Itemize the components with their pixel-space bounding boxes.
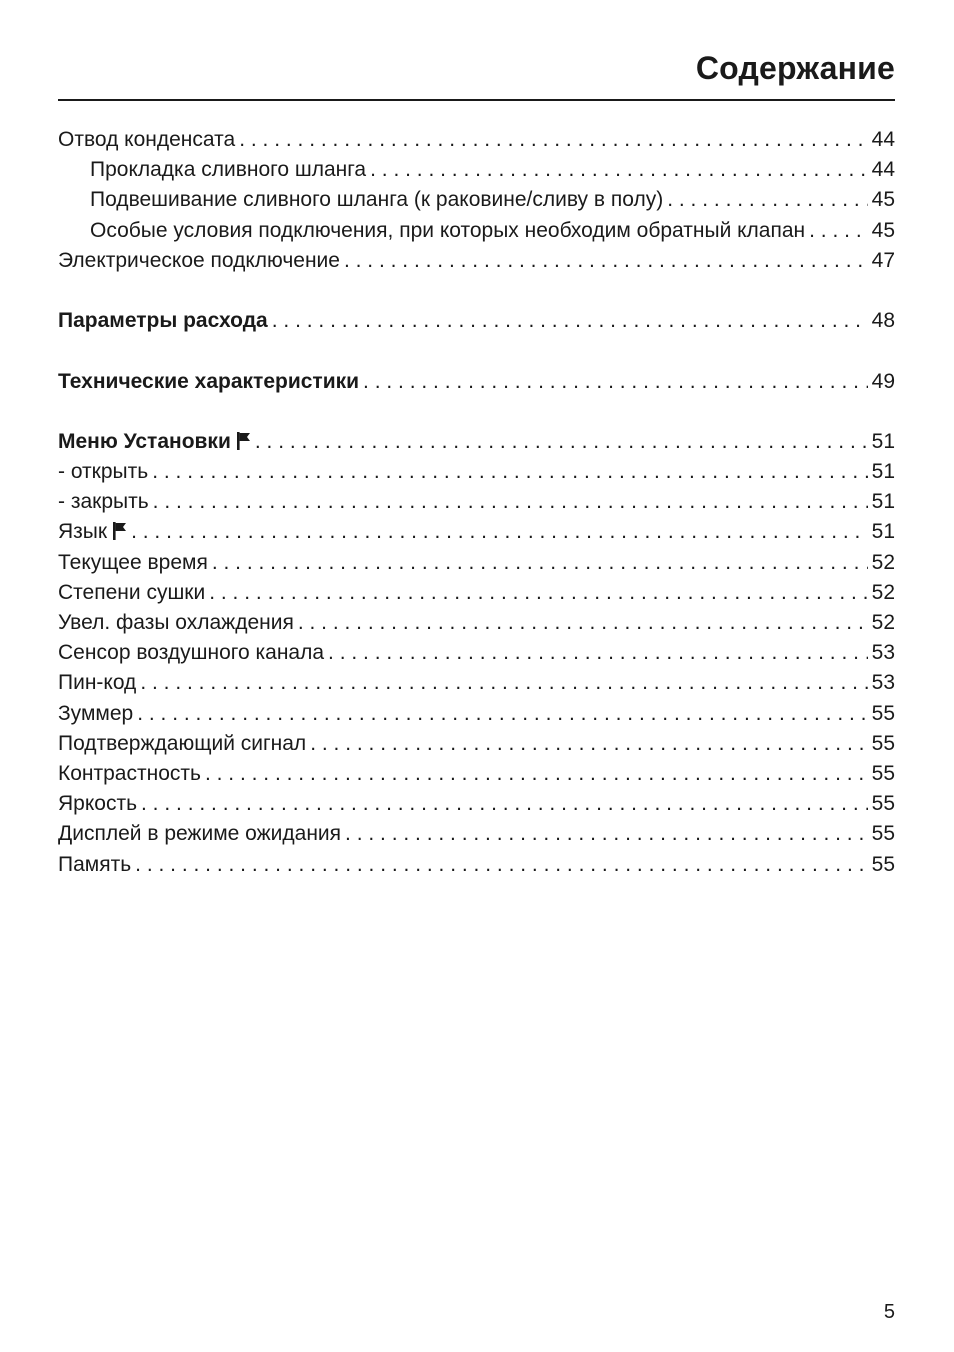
toc-dot-leader — [239, 125, 867, 155]
toc-dot-leader — [137, 699, 867, 729]
toc-entry-page: 52 — [871, 550, 895, 574]
toc-entry-page: 53 — [871, 671, 895, 695]
toc-entry-label: - открыть — [58, 460, 149, 484]
toc-entry[interactable] — [58, 850, 895, 880]
toc-dot-leader — [310, 729, 867, 759]
toc-dot-leader — [152, 457, 867, 487]
toc-entry-label: Электрическое подключение — [58, 248, 340, 272]
header-divider — [58, 99, 895, 101]
toc-entry-label: Подтверждающий сигнал — [58, 731, 307, 755]
toc-entry[interactable] — [58, 759, 895, 789]
toc-dot-leader — [209, 578, 867, 608]
toc-section-entry[interactable] — [58, 306, 895, 336]
toc-entry-page: 55 — [871, 822, 895, 846]
toc-dot-leader — [667, 185, 867, 215]
toc-entry-label: Степени сушки — [58, 580, 206, 604]
toc-entry[interactable] — [58, 789, 895, 819]
toc-entry-text: Язык — [58, 520, 108, 544]
toc-entry[interactable] — [58, 548, 895, 578]
toc-dot-leader — [344, 246, 868, 276]
toc-entry-page: 52 — [871, 580, 895, 604]
toc-entry-page: 52 — [871, 611, 895, 634]
toc-entry-label: Яркость — [58, 792, 138, 816]
toc-entry-label: Сенсор воздушного канала — [58, 641, 325, 665]
page-title: Содержание — [695, 50, 895, 86]
toc-dot-leader — [153, 487, 868, 517]
toc-entry-page: 51 — [871, 429, 895, 453]
toc-entry-label: Дисплей в режиме ожидания — [58, 822, 342, 846]
toc-entry[interactable] — [58, 699, 895, 729]
toc-entry-page: 55 — [871, 792, 895, 816]
toc-entry-page: 51 — [871, 490, 895, 514]
toc-entry-label: Параметры расхода — [58, 309, 268, 333]
flag-icon — [237, 432, 251, 450]
toc-entry[interactable] — [58, 155, 895, 185]
toc-entry-label: Зуммер — [58, 701, 134, 725]
table-of-contents — [58, 125, 895, 880]
toc-entry-label — [58, 517, 127, 547]
toc-entry-page: 45 — [871, 218, 895, 242]
toc-entry-page: 55 — [871, 701, 895, 725]
toc-entry-label: Подвешивание сливного шланга (к раковине/сливу в полу) — [90, 188, 664, 212]
toc-entry-label: - закрыть — [58, 490, 149, 514]
toc-entry[interactable] — [58, 819, 895, 849]
toc-entry-page: 55 — [871, 731, 895, 755]
toc-dot-leader — [205, 759, 868, 789]
page-number: 5 — [883, 1301, 895, 1323]
toc-spacer — [58, 336, 895, 366]
toc-entry-page: 44 — [871, 158, 895, 182]
toc-entry[interactable] — [58, 608, 895, 638]
toc-entry-page: 53 — [871, 641, 895, 665]
toc-entry-page: 49 — [871, 369, 895, 393]
toc-dot-leader — [809, 216, 868, 246]
toc-entry-page: 47 — [871, 248, 895, 272]
toc-dot-leader — [370, 155, 868, 185]
toc-entry[interactable] — [58, 457, 895, 487]
toc-spacer — [58, 397, 895, 427]
toc-entry[interactable] — [58, 517, 895, 547]
toc-entry-label: Пин-код — [58, 671, 137, 695]
toc-entry[interactable] — [58, 668, 895, 698]
toc-entry-text: Меню Установки — [58, 429, 231, 453]
toc-dot-leader — [328, 638, 868, 668]
toc-entry-page: 44 — [871, 128, 895, 151]
toc-entry-page: 51 — [871, 520, 895, 544]
toc-entry[interactable] — [58, 246, 895, 276]
toc-entry-label: Отвод конденсата — [58, 128, 236, 151]
toc-section-entry[interactable] — [58, 367, 895, 397]
toc-dot-leader — [363, 367, 868, 397]
toc-dot-leader — [140, 668, 867, 698]
toc-entry-label: Увел. фазы охлаждения — [58, 611, 294, 634]
toc-entry[interactable] — [58, 125, 895, 155]
toc-entry-label: Память — [58, 852, 132, 876]
toc-entry[interactable] — [58, 638, 895, 668]
toc-spacer — [58, 276, 895, 306]
toc-entry-label: Прокладка сливного шланга — [90, 158, 367, 182]
toc-entry-page: 48 — [871, 309, 895, 333]
flag-icon — [113, 522, 127, 540]
toc-entry-page: 55 — [871, 852, 895, 876]
toc-dot-leader — [141, 789, 868, 819]
toc-dot-leader — [345, 819, 868, 849]
toc-entry-page: 45 — [871, 188, 895, 212]
toc-dot-leader — [255, 427, 868, 457]
toc-dot-leader — [272, 306, 868, 336]
toc-entry-page: 55 — [871, 761, 895, 785]
toc-entry[interactable] — [58, 487, 895, 517]
toc-entry-label — [58, 427, 251, 457]
toc-entry-label: Особые условия подключения, при которых необходим обратный клапан — [90, 218, 806, 242]
toc-entry[interactable] — [58, 185, 895, 215]
toc-dot-leader — [298, 608, 868, 638]
toc-section-entry[interactable] — [58, 427, 895, 457]
toc-entry[interactable] — [58, 578, 895, 608]
toc-dot-leader — [212, 548, 868, 578]
toc-dot-leader — [135, 850, 867, 880]
toc-entry-label: Контрастность — [58, 761, 201, 785]
toc-entry[interactable] — [58, 729, 895, 759]
toc-entry-label: Текущее время — [58, 550, 208, 574]
toc-entry-page: 51 — [871, 460, 895, 484]
toc-entry[interactable] — [58, 216, 895, 246]
toc-entry-label: Технические характеристики — [58, 369, 360, 393]
toc-dot-leader — [131, 517, 868, 547]
